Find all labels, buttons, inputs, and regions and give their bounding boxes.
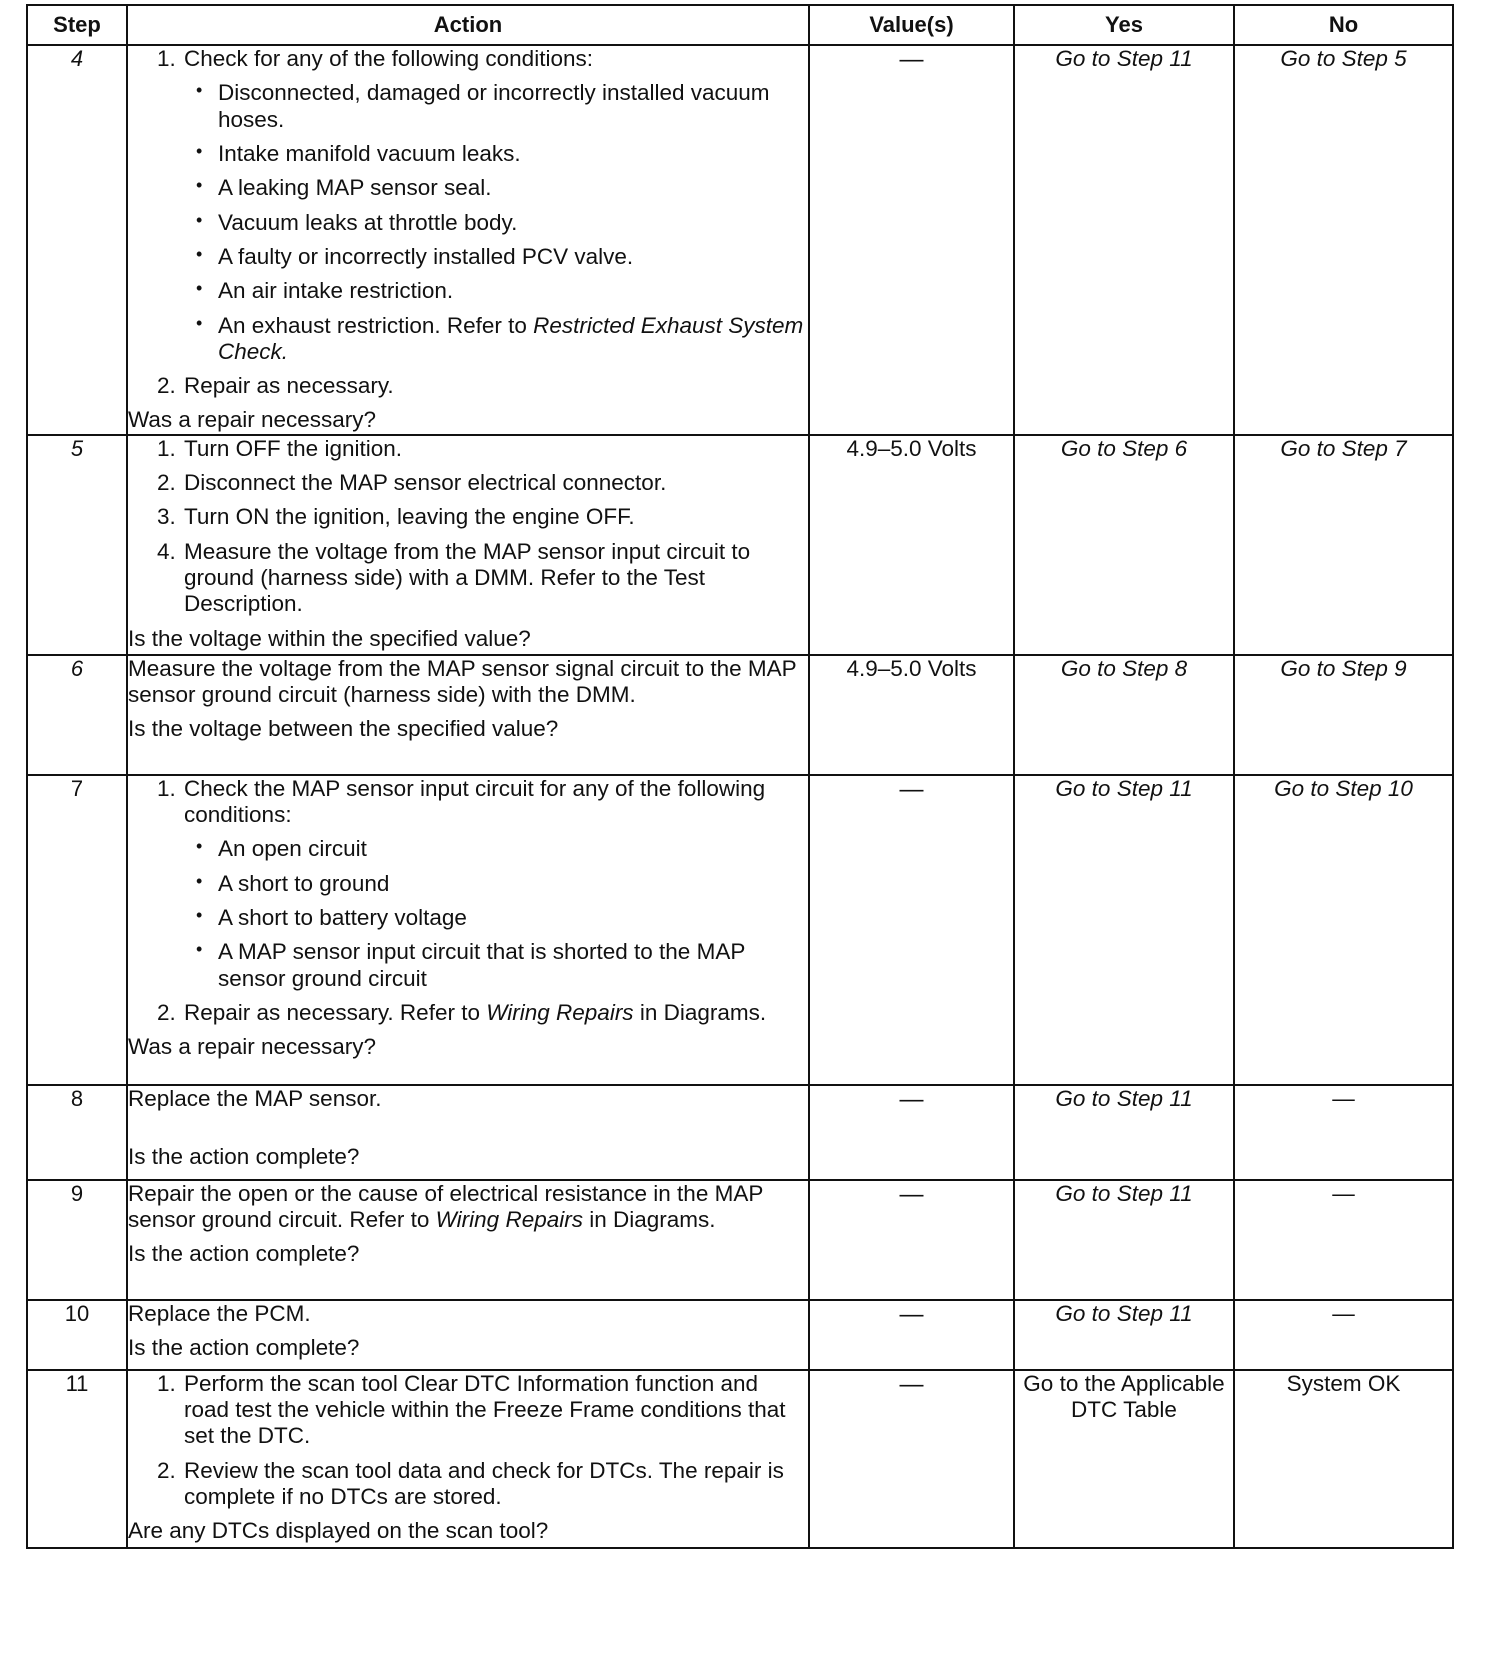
step-number: 5	[27, 435, 127, 655]
value-cell	[809, 1180, 1014, 1300]
action-step: 1. Turn OFF the ignition.	[182, 436, 808, 462]
action-cell	[127, 1085, 809, 1180]
condition-item: • A MAP sensor input circuit that is shorted to the MAP sensor ground circuit	[218, 939, 808, 992]
value-cell	[809, 1085, 1014, 1180]
no-cell: —	[1234, 1300, 1453, 1370]
action-cell	[127, 435, 809, 655]
no-cell: —	[1234, 1180, 1453, 1300]
value-cell	[809, 1300, 1014, 1370]
step-question: Is the voltage within the specified value?	[128, 625, 531, 651]
step-number: 8	[27, 1085, 127, 1180]
step-number: 10	[27, 1300, 127, 1370]
action-steps	[128, 436, 808, 618]
header-no: No	[1234, 5, 1453, 45]
value-cell: 4.9–5.0 Volts	[809, 435, 1014, 655]
condition-list	[184, 836, 808, 992]
header-yes: Yes	[1014, 5, 1234, 45]
header-row	[27, 5, 1453, 45]
step-question: Is the voltage between the specified value?	[128, 716, 559, 742]
no-cell: Go to Step 7	[1234, 435, 1453, 655]
condition-item: • Vacuum leaks at throttle body.	[218, 210, 808, 236]
table-row	[27, 1370, 1453, 1548]
action-text	[128, 1181, 808, 1234]
action-step-text: Check for any of the following conditions:	[184, 46, 593, 71]
action-steps	[128, 1371, 808, 1511]
condition-item: • An open circuit	[218, 836, 808, 862]
header-value: Value(s)	[809, 5, 1014, 45]
yes-cell: Go to Step 11	[1014, 45, 1234, 435]
action-step	[182, 776, 808, 992]
action-steps	[128, 46, 808, 399]
condition-list	[184, 80, 808, 365]
action-step	[182, 46, 808, 365]
action-step: 2. Review the scan tool data and check for DTCs. The repair is complete if no DTCs are stored.	[182, 1458, 808, 1511]
value-cell: 4.9–5.0 Volts	[809, 655, 1014, 775]
yes-cell: Go to Step 8	[1014, 655, 1234, 775]
yes-cell: Go to Step 11	[1014, 775, 1234, 1085]
condition-item: • A short to ground	[218, 871, 808, 897]
action-step: 2. Repair as necessary.	[182, 373, 808, 399]
action-cell	[127, 1300, 809, 1370]
step-question: Was a repair necessary?	[128, 407, 377, 433]
no-cell: —	[1234, 1085, 1453, 1180]
action-cell	[127, 655, 809, 775]
step-question: Are any DTCs displayed on the scan tool?	[128, 1518, 549, 1544]
no-cell: Go to Step 5	[1234, 45, 1453, 435]
action-step: 1. Perform the scan tool Clear DTC Information function and road test the vehicle within the Freeze Frame conditions that set the DTC.	[182, 1371, 808, 1450]
value-cell	[809, 775, 1014, 1085]
action-text-part: in Diagrams.	[582, 1207, 716, 1233]
yes-cell: Go to Step 11	[1014, 1180, 1234, 1300]
table-row	[27, 1180, 1453, 1300]
table-row	[27, 775, 1453, 1085]
condition-item: • A short to battery voltage	[218, 905, 808, 931]
action-step	[182, 1000, 808, 1026]
action-step-text: Repair as necessary. Refer to	[184, 999, 487, 1025]
step-number: 6	[27, 655, 127, 775]
action-text: Measure the voltage from the MAP sensor signal circuit to the MAP sensor ground circuit (harness side) with the DMM.	[128, 655, 797, 708]
no-cell: Go to Step 9	[1234, 655, 1453, 775]
step-question: Was a repair necessary?	[128, 1034, 377, 1060]
condition-item: • Disconnected, damaged or incorrectly installed vacuum hoses.	[218, 80, 808, 133]
table-row	[27, 45, 1453, 435]
no-cell: Go to Step 10	[1234, 775, 1453, 1085]
value-text: —	[899, 1180, 924, 1208]
step-number: 9	[27, 1180, 127, 1300]
yes-cell: Go to Step 11	[1014, 1085, 1234, 1180]
action-step: 3. Turn ON the ignition, leaving the engine OFF.	[182, 504, 808, 530]
value-cell	[809, 1370, 1014, 1548]
condition-item: • A faulty or incorrectly installed PCV valve.	[218, 244, 808, 270]
table-row	[27, 655, 1453, 775]
step-number: 11	[27, 1370, 127, 1548]
action-cell	[127, 1370, 809, 1548]
action-step-text: Check the MAP sensor input circuit for any of the following conditions:	[184, 775, 766, 828]
header-step: Step	[27, 5, 127, 45]
action-cell	[127, 45, 809, 435]
step-number: 7	[27, 775, 127, 1085]
step-question: Is the action complete?	[128, 1144, 360, 1170]
reference-link-text: Wiring Repairs	[435, 1207, 583, 1233]
action-step: 4. Measure the voltage from the MAP sensor input circuit to ground (harness side) with a DMM. Refer to the Test Description.	[182, 539, 808, 618]
action-step-text: in Diagrams.	[633, 999, 767, 1025]
action-steps	[128, 776, 808, 1027]
table-row	[27, 1085, 1453, 1180]
action-step: 2. Disconnect the MAP sensor electrical connector.	[182, 470, 808, 496]
step-number: 4	[27, 45, 127, 435]
condition-item	[218, 313, 808, 366]
action-cell	[127, 1180, 809, 1300]
table-row	[27, 435, 1453, 655]
condition-item: • An air intake restriction.	[218, 278, 808, 304]
yes-cell: Go to the Applicable DTC Table	[1014, 1370, 1234, 1548]
diagnostic-table	[26, 4, 1454, 1549]
action-text-part: Repair the open or the cause of electrical resistance in the MAP sensor ground circuit. Refer to	[128, 1180, 763, 1233]
step-question: Is the action complete?	[128, 1241, 360, 1267]
value-text: —	[899, 1300, 924, 1328]
yes-cell: Go to Step 6	[1014, 435, 1234, 655]
yes-cell: Go to Step 11	[1014, 1300, 1234, 1370]
value-text: —	[899, 1370, 924, 1398]
value-text: —	[899, 46, 924, 73]
action-cell	[127, 775, 809, 1085]
value-text: —	[899, 1085, 924, 1113]
condition-text: An exhaust restriction. Refer to	[218, 312, 534, 338]
action-text: Replace the PCM.	[128, 1300, 311, 1326]
step-question: Is the action complete?	[128, 1335, 360, 1361]
action-text: Replace the MAP sensor.	[128, 1085, 382, 1111]
reference-link-text: Restricted Exhaust System Check.	[218, 312, 804, 364]
header-action: Action	[127, 5, 809, 45]
value-cell	[809, 45, 1014, 435]
table-row	[27, 1300, 1453, 1370]
value-text: —	[899, 775, 924, 803]
condition-item: • Intake manifold vacuum leaks.	[218, 141, 808, 167]
condition-item: • A leaking MAP sensor seal.	[218, 175, 808, 201]
reference-link-text: Wiring Repairs	[486, 999, 634, 1025]
no-cell: System OK	[1234, 1370, 1453, 1548]
